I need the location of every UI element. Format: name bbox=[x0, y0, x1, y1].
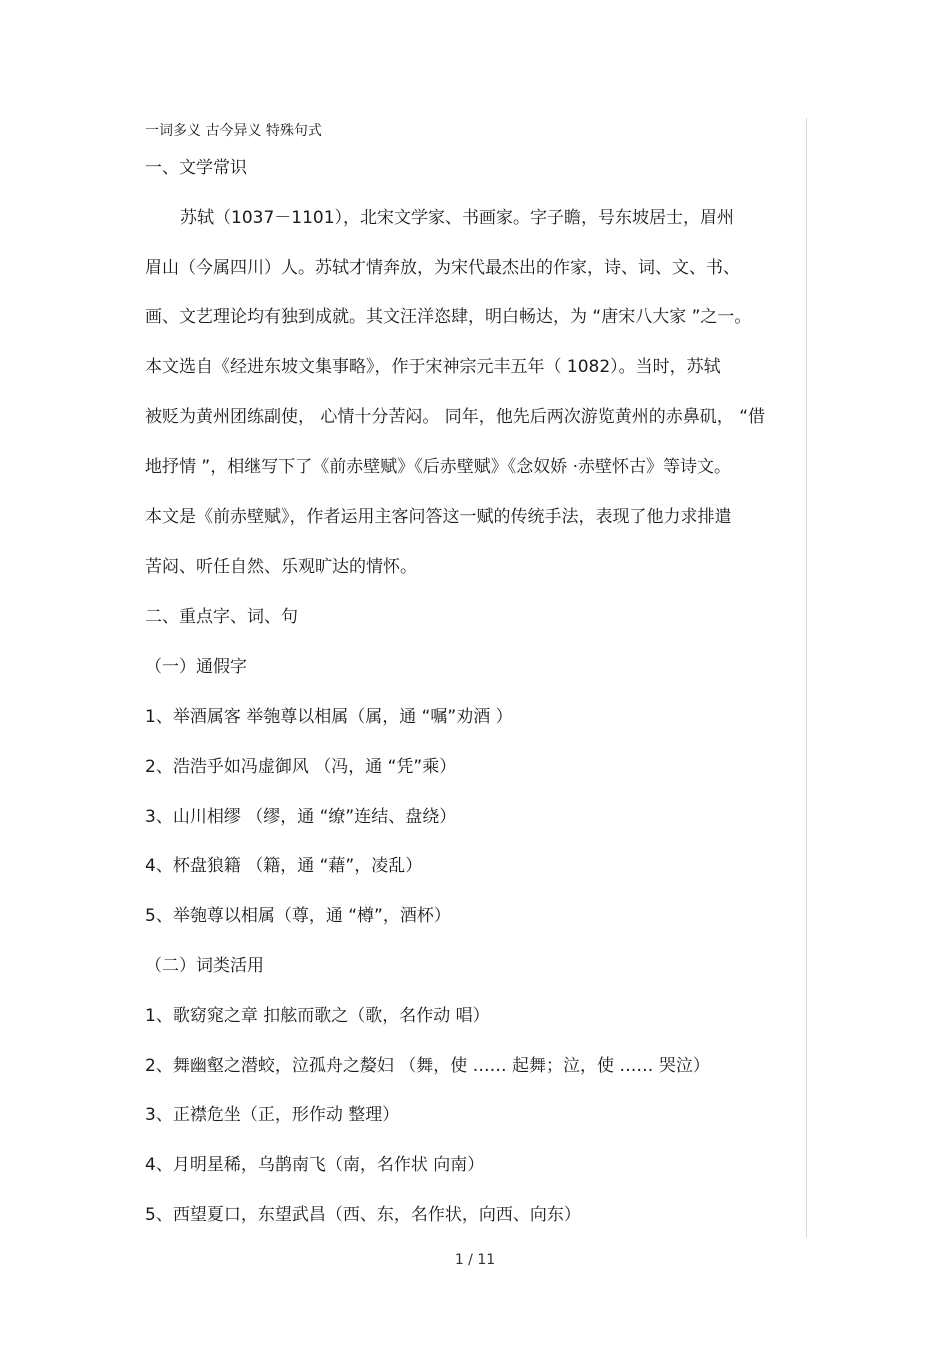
intro-line: 眉山（今属四川）人。苏轼才情奔放，为宋代最杰出的作家，诗、词、文、书、 bbox=[145, 258, 740, 278]
list-item-tongjia: 1、举酒属客 举匏尊以相属（属，通 “嘱”劝酒 ） bbox=[145, 707, 513, 727]
page-number: 1 / 11 bbox=[454, 1252, 496, 1268]
intro-line: 本文是《前赤壁赋》，作者运用主客问答这一赋的传统手法，表现了他力求排遣 bbox=[145, 507, 732, 527]
intro-line: 苦闷、听任自然、乐观旷达的情怀。 bbox=[145, 557, 417, 577]
list-item-tongjia: 3、山川相缪 （缪，通 “缭”连结、盘绕） bbox=[145, 807, 457, 827]
section-title-literature: 一、文学常识 bbox=[145, 158, 247, 178]
intro-line: 苏轼（1037－1101），北宋文学家、书画家。字子瞻，号东坡居士，眉州 bbox=[180, 208, 735, 228]
subsection-title-huoyong: （二）词类活用 bbox=[145, 956, 264, 976]
intro-line: 地抒情 ”，相继写下了《前赤壁赋》《后赤壁赋》《念奴娇 ·赤壁怀古》等诗文。 bbox=[145, 457, 732, 477]
intro-line: 本文选自《经进东坡文集事略》，作于宋神宗元丰五年（ 1082）。当时，苏轼 bbox=[145, 357, 721, 377]
list-item-tongjia: 5、举匏尊以相属（尊，通 “樽”，酒杯） bbox=[145, 906, 451, 926]
section-title-key-words: 二、重点字、词、句 bbox=[145, 607, 298, 627]
list-item-huoyong: 3、正襟危坐（正，形作动 整理） bbox=[145, 1105, 400, 1125]
list-item-tongjia: 2、浩浩乎如冯虚御风 （冯，通 “凭”乘） bbox=[145, 757, 457, 777]
intro-line: 被贬为黄州团练副使， 心情十分苦闷。 同年，他先后两次游览黄州的赤鼻矶， “借 bbox=[145, 407, 766, 427]
list-item-huoyong: 4、月明星稀，乌鹊南飞（南，名作状 向南） bbox=[145, 1155, 485, 1175]
list-item-huoyong: 2、舞幽壑之潜蛟，泣孤舟之嫠妇 （舞，使 …… 起舞；泣，使 …… 哭泣） bbox=[145, 1056, 710, 1076]
list-item-tongjia: 4、杯盘狼籍 （籍，通 “藉”，凌乱） bbox=[145, 856, 423, 876]
subsection-title-tongjia: （一）通假字 bbox=[145, 657, 247, 677]
list-item-huoyong: 1、歌窈窕之章 扣舷而歌之（歌，名作动 唱） bbox=[145, 1006, 490, 1026]
list-item-huoyong: 5、西望夏口，东望武昌（西、东，名作状，向西、向东） bbox=[145, 1205, 581, 1225]
intro-line: 画、文艺理论均有独到成就。其文汪洋恣肆，明白畅达，为 “唐宋八大家 ”之一。 bbox=[145, 307, 752, 327]
header-keywords: 一词多义 古今异义 特殊句式 bbox=[145, 123, 322, 139]
